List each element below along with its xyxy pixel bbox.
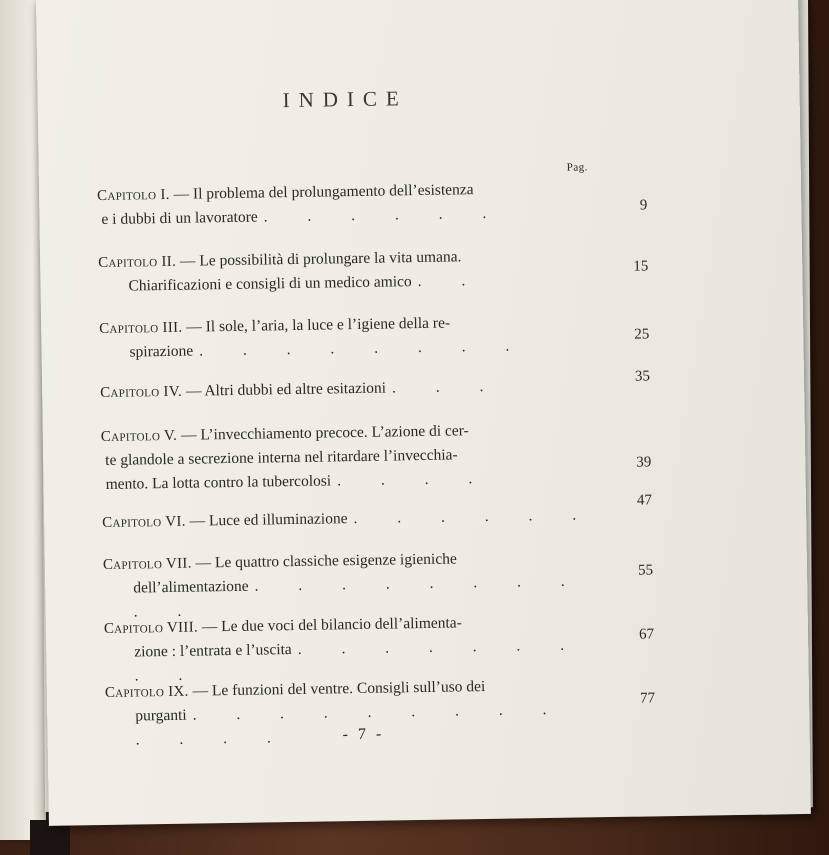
leader-dots: . . . . . . . . . . . . .	[135, 700, 565, 749]
entry-text: mento. La lotta contro la tubercolosi	[105, 472, 332, 493]
chapter-label: Capitolo IV.	[100, 383, 183, 402]
page-number: 55	[637, 562, 654, 579]
footer-page-number: - 7 -	[342, 725, 385, 744]
toc-entry-1	[96, 176, 648, 232]
chapter-label: Capitolo V.	[100, 427, 178, 446]
leader-dots: . . . . . .	[263, 204, 505, 226]
entry-text: Chiarificazioni e consigli di un medico amico	[128, 273, 412, 295]
page-number: 9	[639, 197, 648, 214]
chapter-label: Capitolo VI.	[102, 513, 186, 532]
leader-dots: . . . . . . . . . .	[133, 572, 583, 621]
leader-dots: . . . .	[337, 469, 491, 490]
toc-entry-2	[98, 243, 649, 299]
book-page	[36, 0, 811, 826]
toc-entry-5	[100, 417, 652, 497]
leader-dots: . . . . . . . .	[199, 337, 528, 360]
entry-text: — L’invecchiamento precoce. L’azione di cer-	[177, 422, 469, 444]
chapter-label: Capitolo I.	[96, 186, 170, 205]
page-number: 77	[639, 690, 656, 707]
entry-text: te glandole a secrezione interna nel ritardare l’invecchia-	[105, 446, 458, 469]
chapter-label: Capitolo II.	[98, 253, 177, 272]
page-number: 67	[638, 626, 655, 643]
page-column-label: Pag.	[566, 161, 589, 174]
entry-text: e i dubbi di un lavoratore	[101, 208, 258, 228]
entry-text: purganti	[135, 706, 187, 725]
entry-text: — Le possibilità di prolungare la vita umana.	[175, 248, 462, 270]
leader-dots: . . .	[391, 377, 502, 397]
entry-text: — Le due voci del bilancio dell’alimenta-	[197, 614, 462, 636]
entry-text: — Il sole, l’aria, la luce e l’igiene della re-	[182, 314, 451, 336]
toc-entry-3	[99, 309, 650, 365]
chapter-label: Capitolo VIII.	[103, 619, 199, 638]
page-title: INDICE	[282, 86, 408, 113]
entry-text: spirazione	[129, 342, 194, 361]
chapter-label: Capitolo IX.	[104, 683, 189, 702]
toc-entry-4	[100, 368, 651, 405]
entry-text: — Le funzioni del ventre. Consigli sull’uso dei	[188, 678, 486, 700]
page-number: 25	[634, 326, 650, 343]
chapter-label: Capitolo VII.	[102, 555, 192, 574]
entry-text: — Il problema del prolungamento dell’esistenza	[169, 181, 474, 203]
entry-text: — Altri dubbi ed altre esitazioni	[181, 379, 387, 400]
page-number: 47	[636, 492, 653, 509]
leader-dots: . . . . . . . . .	[134, 636, 583, 685]
leader-dots: . . . . . .	[353, 506, 595, 528]
page-number: 15	[633, 258, 649, 275]
leader-dots: . .	[417, 272, 484, 291]
toc-entry-6	[102, 492, 653, 535]
page-number: 35	[634, 368, 651, 385]
chapter-label: Capitolo III.	[99, 319, 183, 338]
entry-text: zione : l’entrata e l’uscita	[134, 641, 292, 661]
page-number: 39	[636, 454, 652, 471]
entry-text: — Le quattro classiche esigenze igieniche	[191, 550, 457, 572]
entry-text: — Luce ed illuminazione	[185, 510, 348, 530]
entry-text: dell’alimentazione	[133, 577, 249, 597]
